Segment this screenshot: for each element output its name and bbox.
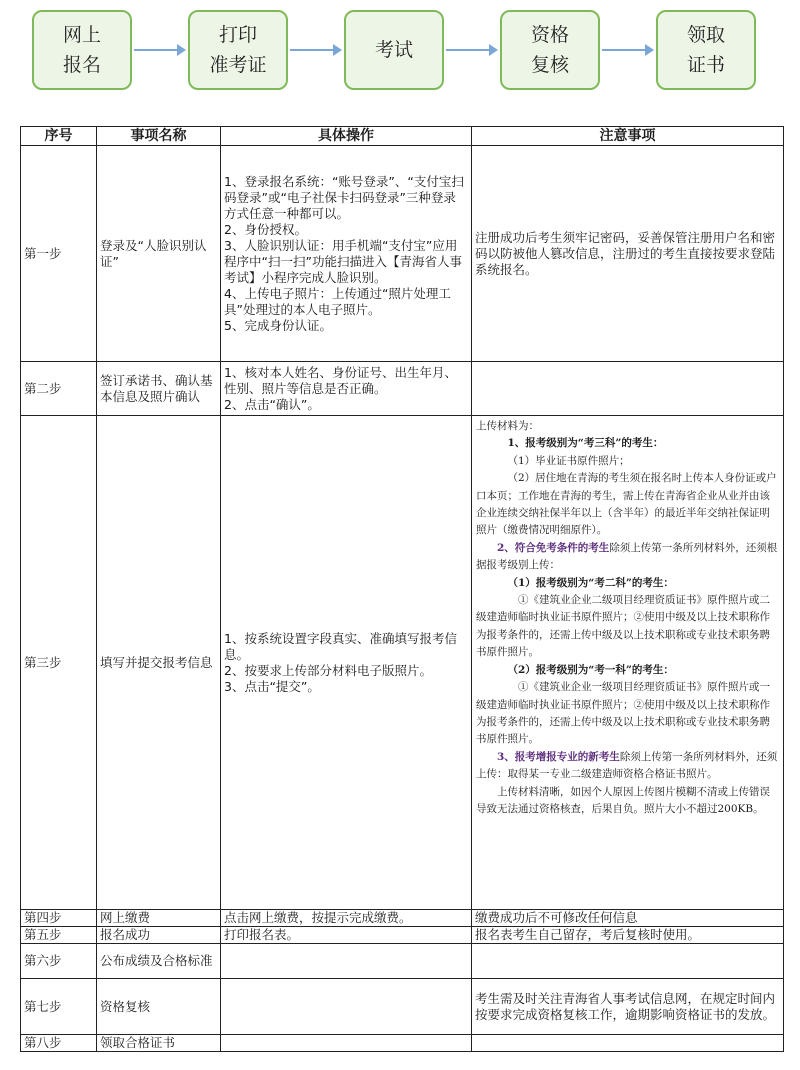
flow-step-label: 领取 证书 bbox=[686, 24, 725, 76]
materials-item: ①《建筑业企业一级项目经理资质证书》原件照片或一级建造师临时执业证书原件照片；②使用中级及以上技术职称作为报考条件的，还需上传中级及以上技术职称或专业技术职务聘书原件照片。 bbox=[476, 681, 770, 746]
operation-cell bbox=[221, 1035, 472, 1052]
flow-arrow bbox=[602, 49, 652, 51]
header-notes: 注意事项 bbox=[472, 127, 784, 146]
table-row bbox=[21, 979, 784, 1035]
table-row bbox=[21, 362, 784, 416]
flow-step-certificate bbox=[656, 10, 756, 90]
step-cell: 第七步 bbox=[21, 979, 97, 1035]
step-cell: 第三步 bbox=[21, 416, 97, 910]
item-cell: 领取合格证书 bbox=[97, 1035, 221, 1052]
materials-item: （2）居住地在青海的考生须在报名时上传本人身份证或户口本页；工作地在青海的考生，需上传在青海省企业从业并由该企业连续交纳社保半年以上（含半年）的最近半年交纳社保证明照片（缴费情况明细原件）。 bbox=[476, 472, 777, 537]
table-header-row bbox=[21, 127, 784, 146]
table-row bbox=[21, 146, 784, 362]
operation-cell: 1、核对本人姓名、身份证号、出生年月、性别、照片等信息是否正确。 2、点击“确认”。 bbox=[221, 362, 472, 416]
step-cell: 第六步 bbox=[21, 944, 97, 979]
notes-cell: 考生需及时关注青海省人事考试信息网，在规定时间内按要求完成资格复核工作，逾期影响资格证书的发放。 bbox=[472, 979, 784, 1035]
item-cell: 资格复核 bbox=[97, 979, 221, 1035]
item-cell: 公布成绩及合格标准 bbox=[97, 944, 221, 979]
notes-cell bbox=[472, 362, 784, 416]
notes-cell bbox=[472, 1035, 784, 1052]
flow-step-label: 打印 准考证 bbox=[209, 24, 267, 76]
header-operation: 具体操作 bbox=[221, 127, 472, 146]
operation-cell: 1、按系统设置字段真实、准确填写报考信息。 2、按要求上传部分材料电子版照片。 3、点击“提交”。 bbox=[221, 416, 472, 910]
item-cell: 报名成功 bbox=[97, 927, 221, 944]
step-cell: 第一步 bbox=[21, 146, 97, 362]
flow-arrow bbox=[446, 49, 496, 51]
materials-section-2-text: 除须上传第一条所列材料外，还须根据报考级别上传： bbox=[476, 541, 778, 572]
materials-cell bbox=[472, 416, 784, 910]
materials-subsection-title: （1）报考级别为“考二科”的考生： bbox=[507, 576, 674, 589]
item-cell: 网上缴费 bbox=[97, 910, 221, 927]
notes-cell: 缴费成功后不可修改任何信息 bbox=[472, 910, 784, 927]
table-row bbox=[21, 944, 784, 979]
materials-item: ①《建筑业企业二级项目经理资质证书》原件照片或二级建造师临时执业证书原件照片；②使用中级及以上技术职称作为报考条件的，还需上传中级及以上技术职称或专业技术职务聘书原件照片。 bbox=[476, 594, 770, 659]
flow-step-print-ticket bbox=[188, 10, 288, 90]
materials-section-3-title: 3、报考增报专业的新考生 bbox=[497, 750, 620, 763]
step-cell: 第四步 bbox=[21, 910, 97, 927]
item-cell: 填写并提交报考信息 bbox=[97, 416, 221, 910]
item-cell: 登录及“人脸识别认证” bbox=[97, 146, 221, 362]
flow-arrow bbox=[290, 49, 340, 51]
step-cell: 第五步 bbox=[21, 927, 97, 944]
process-flowchart bbox=[0, 0, 800, 100]
table-row bbox=[21, 416, 784, 910]
step-cell: 第二步 bbox=[21, 362, 97, 416]
operation-cell bbox=[221, 979, 472, 1035]
notes-cell bbox=[472, 944, 784, 979]
operation-cell: 打印报名表。 bbox=[221, 927, 472, 944]
item-cell: 签订承诺书、确认基本信息及照片确认 bbox=[97, 362, 221, 416]
flow-step-review bbox=[500, 10, 600, 90]
materials-intro: 上传材料为： bbox=[476, 420, 539, 432]
materials-item: （1）毕业证书原件照片； bbox=[507, 454, 630, 467]
header-item: 事项名称 bbox=[97, 127, 221, 146]
materials-closing-note: 上传材料清晰，如因个人原因上传图片模糊不清或上传错误导致无法通过资格核查，后果自负。照片大小不超过200KB。 bbox=[476, 785, 770, 815]
operation-cell: 点击网上缴费，按提示完成缴费。 bbox=[221, 910, 472, 927]
table-row bbox=[21, 1035, 784, 1052]
flow-step-register bbox=[32, 10, 132, 90]
table-row bbox=[21, 927, 784, 944]
flow-step-label: 网上 报名 bbox=[62, 24, 101, 76]
registration-steps-table bbox=[20, 126, 784, 1052]
materials-section-3-text: 除须上传第一条所列材料外，还须上传：取得某一专业二级建造师资格合格证书照片。 bbox=[476, 750, 778, 781]
materials-subsection-title: （2）报考级别为“考一科”的考生： bbox=[507, 663, 674, 676]
materials-section-2-title: 2、符合免考条件的考生 bbox=[497, 541, 610, 554]
header-step: 序号 bbox=[21, 127, 97, 146]
flow-arrow bbox=[134, 49, 184, 51]
flow-step-exam bbox=[344, 10, 444, 90]
notes-cell: 报名表考生自己留存，考后复核时使用。 bbox=[472, 927, 784, 944]
table-row bbox=[21, 910, 784, 927]
flow-step-label: 资格 复核 bbox=[530, 24, 569, 76]
flow-step-label: 考试 bbox=[374, 39, 413, 61]
materials-section-1-title: 1、报考级别为“考三科”的考生： bbox=[507, 437, 664, 450]
operation-cell: 1、登录报名系统：“账号登录”、“支付宝扫码登录”或“电子社保卡扫码登录”三种登录方式任意一种都可以。 2、身份授权。 3、人脸识别认证：用手机端“支付宝”应用程序中“扫一扫”功能扫描进入【青海省人事考试】小程序完成人脸识别。 4、上传电子照片：上传通过“照片处理工具”处理过的本人电子照片。 5、完成身份认证。 bbox=[221, 146, 472, 362]
step-cell: 第八步 bbox=[21, 1035, 97, 1052]
notes-cell: 注册成功后考生须牢记密码，妥善保管注册用户名和密码以防被他人篡改信息，注册过的考生直接按要求登陆系统报名。 bbox=[472, 146, 784, 362]
operation-cell bbox=[221, 944, 472, 979]
